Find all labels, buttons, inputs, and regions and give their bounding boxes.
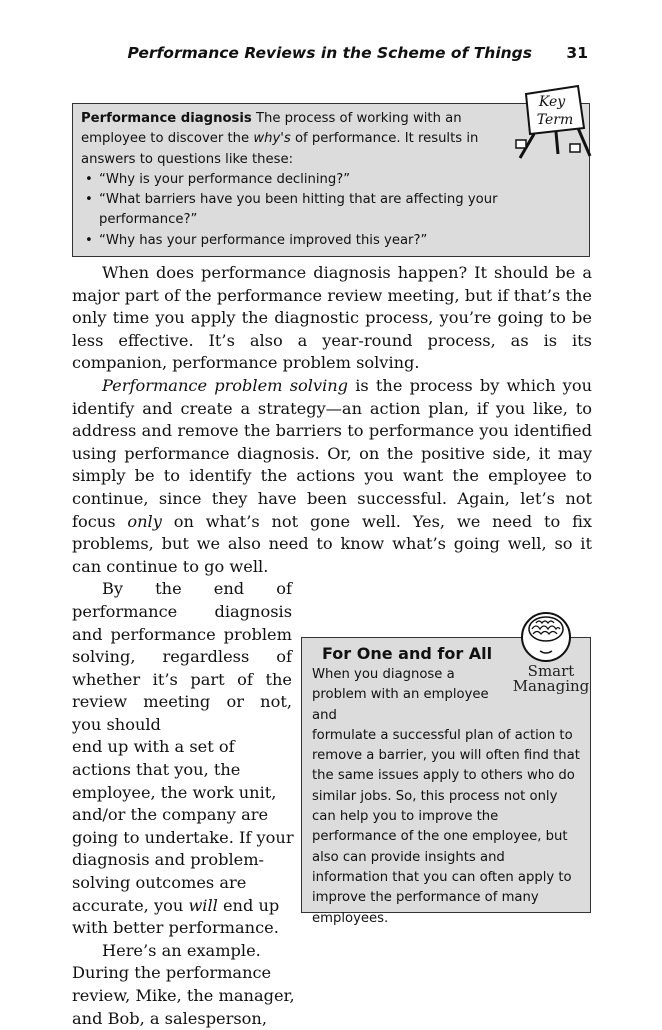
paragraph [72, 375, 592, 578]
running-header-title: Performance Reviews in the Scheme of Things [127, 44, 532, 62]
line: diagnosis and problem- [72, 850, 265, 870]
key-term-bullets [81, 170, 579, 251]
paragraph-text: on what’s not gone well. Yes, we need to fix problems, but we also need to know what’s going well, so it can continue to go well. [72, 511, 592, 576]
key-term-icon-label: Term [536, 112, 574, 128]
smart-managing-label-line: Managing [512, 677, 590, 695]
running-header [0, 40, 662, 68]
paragraph: By the end of performance diagnosis and performance problem solving, regardless of whether it’s part of the review meeting or not, you should [72, 579, 292, 734]
brain-icon [518, 607, 574, 663]
line: Here’s an example. [102, 940, 261, 960]
paragraph: When does performance diagnosis happen? It should be a major part of the performance review meeting, but if that’s the only time you apply the diagnostic process, you’re going to be less effective. It’s also a year-round process, as is its companion, performance problem solving. [72, 263, 592, 373]
line-text: end up [217, 895, 280, 915]
italic-emphasis: will [188, 895, 218, 915]
sidebar-text [312, 665, 582, 929]
paragraph-text: is the process by which you identify and create a strategy—an action plan, if you like, to address and remove the barriers to performance you identified using performance diagnosis. Or, on the positive side, it may simply be to identify the actions you want the employee to continue, since they have been successful. Again, let’s not focus [72, 375, 592, 531]
line: solving outcomes are [72, 873, 247, 893]
line: going to undertake. If your [72, 827, 294, 847]
line: review, Mike, the manager, [72, 986, 295, 1005]
line: During the performance [72, 963, 272, 983]
line-text: accurate, you [72, 895, 189, 915]
bullet-item: • “Why has your performance improved this year?” [81, 231, 579, 251]
key-term-definition [81, 109, 579, 170]
key-term-icon-label: Key [538, 94, 566, 110]
key-term-easel-icon [512, 82, 594, 160]
line: end up with a set of [72, 737, 235, 757]
definition-emphasis: why's [253, 131, 291, 147]
page-number: 31 [566, 44, 588, 62]
italic-emphasis: only [127, 511, 162, 531]
smart-managing-label [508, 664, 594, 694]
line: and/or the company are [72, 805, 269, 825]
sidebar-text-rest: formulate a successful plan of action to remove a barrier, you will often find that the same issues apply to others who do similar jobs. So, this process not only can help you to improve the performance of the one employee, but also can provide insights and information that you can often apply to improve the performance of many employees. [312, 727, 580, 926]
italic-term: Performance problem solving [102, 375, 349, 395]
bullet-item: • “What barriers have you been hitting that are affecting your performance?” [81, 190, 579, 231]
bullet-item: • “Why is your performance declining?” [81, 170, 579, 190]
line: actions that you, the [72, 760, 241, 780]
smart-managing-label-line: Smart [527, 662, 575, 680]
sidebar-title: For One and for All [322, 644, 493, 663]
line: with better performance. [72, 918, 279, 938]
line: employee, the work unit, [72, 782, 277, 802]
line: and Bob, a salesperson, [72, 1008, 268, 1028]
key-term-name: Performance diagnosis [81, 111, 252, 126]
definition-text-end: of performance. It results in answers to questions like these: [81, 131, 479, 167]
sidebar-text-narrow: When you diagnose a problem with an employee and [312, 667, 489, 723]
definition-text: The process of working with an employee to discover the [81, 111, 462, 147]
